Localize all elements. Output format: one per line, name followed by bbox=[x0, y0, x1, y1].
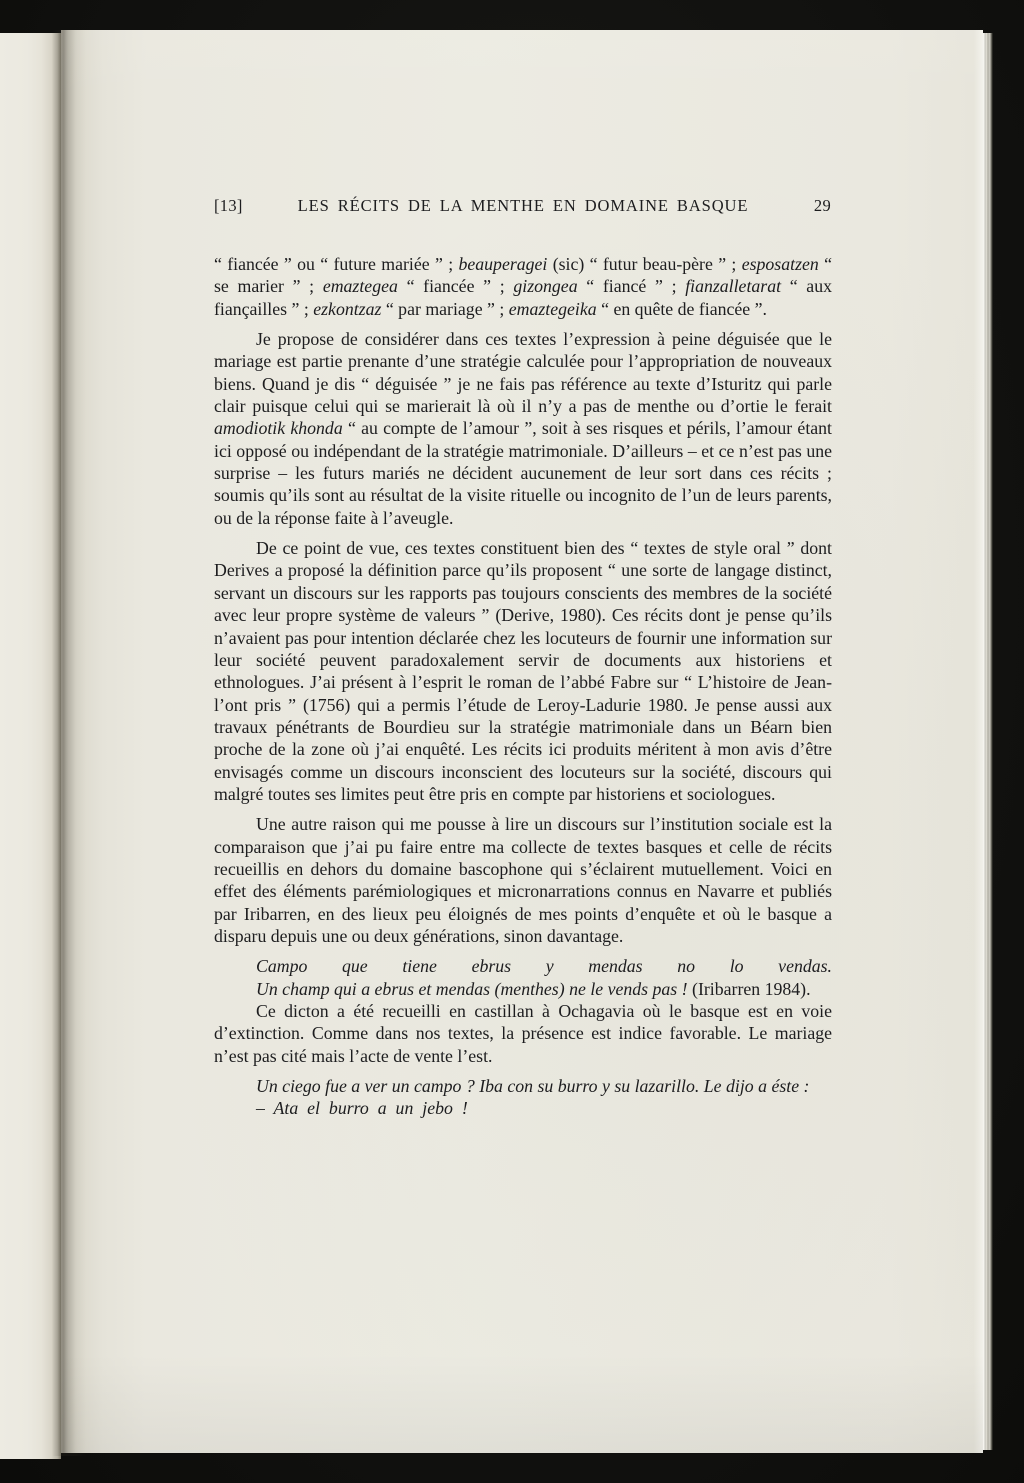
text-run: “ par mariage ” ; bbox=[381, 298, 509, 319]
quote-line bbox=[214, 1097, 832, 1119]
running-header bbox=[214, 196, 832, 217]
text-run: “ fiancée ” ; bbox=[397, 276, 514, 297]
book-page bbox=[61, 30, 983, 1453]
text-run: (sic) “ futur beau-père ” ; bbox=[547, 254, 742, 274]
page-number: 29 bbox=[813, 196, 831, 215]
quote-line bbox=[214, 978, 832, 1000]
text-run: “ se marier ” ; bbox=[214, 254, 832, 297]
text-run-italic: – Ata el burro a un jebo ! bbox=[256, 1098, 468, 1119]
text-run: Ce dicton a été recueilli en castillan à Ochagavia où le basque est en voie d’extinction. Comme dans nos textes, la présence est indice favorable. Le mariage n’est pas cité mais l’acte de vente l’est. bbox=[214, 1001, 832, 1066]
text-run-italic: Un ciego fue a ver un campo ? Iba con su burro y su lazarillo. Le dijo a éste : bbox=[256, 1076, 810, 1097]
text-run-italic: gizongea bbox=[513, 276, 578, 297]
text-run-italic: fianzalletarat bbox=[685, 276, 782, 297]
text-run: “ fiancée ” ou “ future mariée ” ; bbox=[214, 254, 459, 274]
text-run-italic: amodiotik khonda bbox=[214, 418, 343, 439]
text-run-italic: Campo que tiene ebrus y mendas no lo vendas. bbox=[256, 956, 832, 977]
text-run: De ce point de vue, ces textes constituent bien des “ textes de style oral ” dont Derives a proposé la définition parce qu’ils proposent “ une sorte de langage distinct, servant un discours sur les rapports pas toujours conscients des membres de la société avec leur propre système de valeurs ” (Derive, 1980). Ces récits dont je pense qu’ils n’avaient pas pour intention déclarée chez les locuteurs de fournir une information sur leur société peuvent paradoxalement servir de documents aux historiens et ethnologues. J’ai présent à l’esprit le roman de l’abbé Fabre sur “ L’histoire de Jean-l’ont pris ” (1756) qui a permis l’étude de Leroy-Ladurie 1980. Je pense aussi aux travaux pénétrants de Bourdieu sur la stratégie matrimoniale dans un Béarn bien proche de la zone où j’ai enquêté. Les récits ici produits méritent à mon avis d’être envisagés comme un discours inconscient des locuteurs sur la société, discours qui malgré toutes ses limites peut être pris en compte par historiens et sociologues. bbox=[214, 538, 832, 804]
text-run: “ fiancé ” ; bbox=[577, 276, 686, 297]
page-text-block bbox=[214, 196, 832, 1120]
page-edge-stack bbox=[983, 33, 993, 1450]
text-run: (Iribarren 1984). bbox=[692, 978, 811, 999]
text-run-italic: Un champ qui a ebrus et mendas (menthes) ne le vends pas ! bbox=[256, 978, 693, 999]
paragraph bbox=[214, 537, 832, 805]
text-run-italic: ezkontzaz bbox=[313, 298, 382, 319]
text-run-italic: emaztegeika bbox=[508, 298, 597, 319]
paragraph bbox=[214, 813, 832, 947]
paragraph bbox=[214, 1000, 832, 1067]
text-run: “ en quête de fiancée ”. bbox=[596, 298, 767, 319]
text-run-italic: beauperagei bbox=[458, 254, 548, 274]
running-title: LES RÉCITS DE LA MENTHE EN DOMAINE BASQUE bbox=[297, 196, 749, 215]
text-run-italic: esposatzen bbox=[741, 254, 819, 274]
text-run-italic: emaztegea bbox=[322, 276, 398, 297]
paragraph bbox=[214, 253, 832, 320]
text-run: Une autre raison qui me pousse à lire un discours sur l’institution sociale est la comparaison que j’ai pu faire entre ma collecte de textes basques et celle de récits recueillis en dehors du domaine bascophone qui s’éclairent mutuellement. Voici en effet des éléments parémiologiques et micronarrations connus en Navarre et publiés par Iribarren, en des lieux peu éloignés de mes points d’enquête et où le basque a disparu depuis une ou deux générations, sinon davantage. bbox=[214, 814, 832, 946]
quote-line bbox=[214, 1075, 832, 1097]
text-run: “ aux fiançailles ” ; bbox=[214, 276, 832, 319]
quote-line bbox=[214, 955, 832, 977]
page-content bbox=[214, 253, 832, 1120]
text-run: Je propose de considérer dans ces textes l’expression à peine déguisée que le mariage est partie prenante d’une stratégie calculée pour l’appropriation de nouveaux biens. Quand je dis “ déguisée ” je ne fais pas référence au texte d’Isturitz qui parle clair puisque celui qui se marierait là où il n’y a pas de menthe ou d’ortie le ferait bbox=[214, 329, 832, 417]
section-reference: [13] bbox=[214, 196, 243, 215]
facing-page-edge bbox=[0, 33, 61, 1459]
text-run: “ au compte de l’amour ”, soit à ses risques et périls, l’amour étant ici opposé ou indépendant de la stratégie matrimoniale. D’ailleurs – et ce n’est pas une surprise – les futurs mariés ne décident aucunement de leur sort dans ces récits ; soumis qu’ils sont au résultat de la visite rituelle ou incognito de l’un de leurs parents, ou de la réponse faite à l’aveugle. bbox=[214, 418, 832, 528]
paragraph bbox=[214, 328, 832, 529]
